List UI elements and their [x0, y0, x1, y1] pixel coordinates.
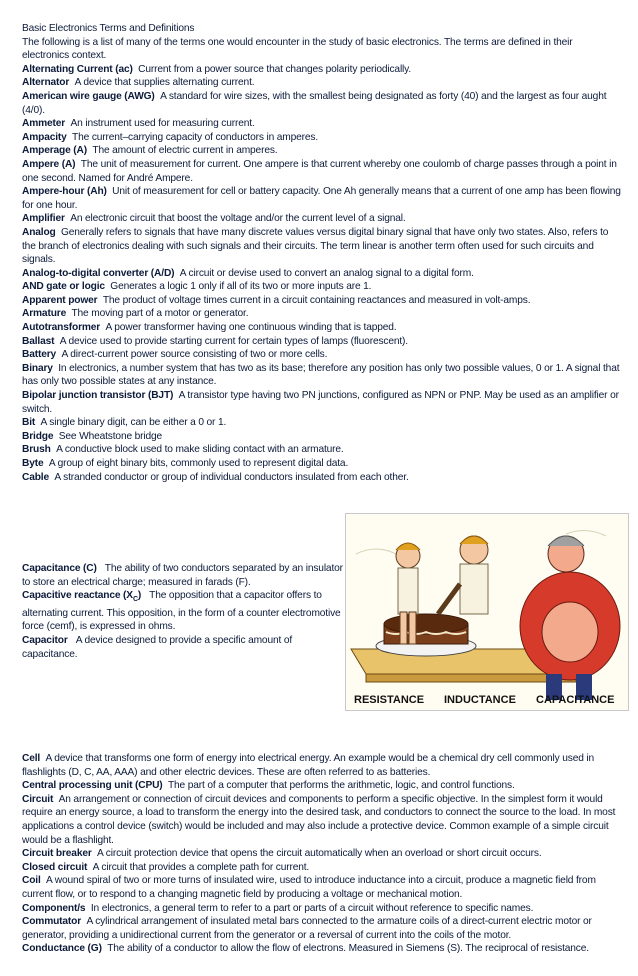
definition-text: A stranded conductor or group of individual conductors insulated from each other. — [54, 471, 409, 483]
definition-text: The ability of two conductors separated by an insulator to store an electrical charge; measured in farads (F). — [22, 563, 343, 588]
definition-term: AND gate or logic — [22, 281, 105, 293]
definition-entry — [22, 335, 622, 349]
definition-entry — [22, 562, 344, 589]
definition-entry — [22, 212, 622, 226]
definition-term: Ampacity — [22, 131, 67, 143]
definition-text: An arrangement or connection of circuit devices and components to perform a specific objective. In the simplest form it would require an energy source, a load to transform the energy into the desired task, and conductors to connect the source to the load. In most applications a control device (switch) would be included and may also include a protective device. Common example of a simple circuit would be a flashlight. — [22, 793, 616, 846]
definition-term: Alternator — [22, 77, 70, 89]
definition-entry — [22, 847, 622, 861]
definition-entry — [22, 915, 622, 942]
definition-text: The ability of a conductor to allow the flow of electrons. Measured in Siemens (S). The reciprocal of resistance. — [107, 943, 589, 955]
definition-entry — [22, 793, 622, 847]
definition-text: Generally refers to signals that have many discrete values versus digital binary signal that have only two states. Also, refers to the branch of electronics dealing with such signals and their circuits. The term linear is another term often used for such circuits and signals. — [22, 226, 609, 266]
definition-entry — [22, 443, 622, 457]
cartoon-illustration — [346, 514, 628, 710]
definition-entry — [22, 634, 344, 661]
definition-text: A circuit protection device that opens the circuit automatically when an overload or short circuit occurs. — [97, 848, 542, 860]
definition-term: Byte — [22, 458, 44, 469]
definition-term: Cable — [22, 471, 49, 483]
definition-text: A circuit that provides a complete path for current. — [92, 861, 310, 873]
cartoon-label-capacitance: CAPACITANCE — [536, 694, 615, 706]
definition-entry — [22, 416, 622, 430]
definition-entry — [22, 389, 622, 416]
definition-term: Conductance (G) — [22, 943, 102, 955]
definition-entry — [22, 942, 622, 956]
definition-term: Cell — [22, 753, 41, 764]
definition-term: Bridge — [22, 430, 54, 442]
definition-entry — [22, 752, 622, 779]
definition-text: The current–carrying capacity of conductors in amperes. — [72, 131, 319, 143]
resistance-inductance-capacitance-cartoon — [345, 513, 629, 711]
definition-entry — [22, 362, 622, 389]
definition-text: A wound spiral of two or more turns of insulated wire, used to introduce inductance into a circuit, produce a magnetic field from current flow, or to respond to a changing magnetic field by producing a voltage or mechanical motion. — [22, 875, 596, 900]
definition-entry — [22, 63, 622, 77]
definition-text: In electronics, a number system that has two as its base; therefore any position has only two possible values, 0 or 1. A signal that has only two possible states at any instance. — [22, 362, 620, 388]
definition-entry — [22, 321, 622, 335]
document-title: Basic Electronics Terms and Definitions — [22, 23, 195, 34]
definition-text: A device used to provide starting current for certain types of lamps (fluorescent). — [59, 335, 408, 347]
definition-text: Current from a power source that changes polarity periodically. — [138, 63, 412, 75]
definition-entry — [22, 457, 622, 471]
definition-term: Circuit — [22, 793, 54, 805]
definition-entry — [22, 902, 622, 916]
definition-text: A cylindrical arrangement of insulated metal bars connected to the armature coils of a direct-current electric motor or generator, providing a unidirectional current from the generator or a reversal of current into the coils of the motor. — [22, 916, 592, 941]
definition-entry — [22, 117, 622, 131]
definition-term: Amplifier — [22, 213, 65, 225]
definition-entry — [22, 90, 622, 117]
definition-term: Ballast — [22, 335, 55, 347]
definition-text: An electronic circuit that boost the voltage and/or the current level of a signal. — [70, 213, 406, 225]
definition-term: Component/s — [22, 902, 86, 914]
definition-entry — [22, 131, 622, 145]
definition-term: Commutator — [22, 916, 82, 928]
definitions-section-1 — [22, 22, 622, 484]
definition-text: A transistor type having two PN junctions, configured as NPN or PNP. May be used as an amplifier or switch. — [22, 390, 619, 415]
definition-term: Battery — [22, 349, 57, 361]
definition-text: See Wheatstone bridge — [58, 430, 163, 442]
definition-entry — [22, 589, 344, 634]
definition-term: Capacitive reactance $(X_C)$ — [22, 590, 142, 604]
definition-term: Amperage (A) — [22, 145, 87, 157]
definition-text: A single binary digit, can be either a 0 or 1. — [40, 417, 227, 429]
definition-entry — [22, 779, 622, 793]
definition-term: Armature — [22, 308, 67, 320]
cartoon-label-resistance: RESISTANCE — [354, 694, 425, 706]
definition-entry — [22, 348, 622, 362]
definition-text: Unit of measurement for cell or battery capacity. One Ah generally means that a current of one amp has been flowing for one hour. — [22, 186, 621, 211]
definition-entry — [22, 144, 622, 158]
cartoon-label-inductance: INDUCTANCE — [444, 694, 516, 706]
definition-term: Apparent power — [22, 294, 98, 306]
definition-term: Ampere-hour (Ah) — [22, 186, 107, 198]
definition-text: An instrument used for measuring current. — [70, 118, 255, 130]
definition-term: Alternating Current (ac) — [22, 63, 133, 75]
definition-text: The amount of electric current in amperes. — [92, 145, 278, 157]
definition-text: A direct-current power source consisting of two or more cells. — [61, 349, 328, 361]
definition-term: American wire gauge (AWG) — [22, 90, 155, 102]
definitions-section-3 — [22, 752, 622, 956]
definition-term: Capacitance (C) — [22, 563, 97, 574]
definition-text: Generates a logic 1 only if all of its two or more inputs are 1. — [110, 281, 372, 293]
definition-term: Brush — [22, 444, 51, 456]
definition-entry — [22, 294, 622, 308]
definition-text: The part of a computer that performs the arithmetic, logic, and control functions. — [167, 780, 515, 792]
definition-entry — [22, 874, 622, 901]
definition-text: A device that supplies alternating current. — [74, 77, 255, 89]
definition-entry — [22, 307, 622, 321]
definition-text: A device designed to provide a specific amount of capacitance. — [22, 635, 293, 660]
definition-entry — [22, 185, 622, 212]
definition-term: Bit — [22, 417, 36, 429]
definition-entry — [22, 861, 622, 875]
definition-entry — [22, 267, 622, 281]
definition-term: Central processing unit (CPU) — [22, 780, 163, 792]
definition-term: Binary — [22, 362, 53, 374]
definition-entry — [22, 76, 622, 90]
definition-text: A standard for wire sizes, with the smallest being designated as forty (40) and the largest as four aught (4/0). — [22, 90, 607, 116]
definitions-section-2 — [22, 562, 344, 661]
definition-entry — [22, 280, 622, 294]
definition-term: Analog — [22, 226, 56, 238]
definition-text: A conductive block used to make sliding contact with an armature. — [56, 444, 344, 456]
definition-entry — [22, 158, 622, 185]
definition-text: The moving part of a motor or generator. — [71, 308, 249, 320]
definition-text: A circuit or devise used to convert an analog signal to a digital form. — [179, 267, 474, 279]
definition-entry — [22, 471, 622, 485]
definition-term: Closed circuit — [22, 861, 88, 873]
definition-text: The unit of measurement for current. One ampere is that current whereby one coulomb of charge passes through a point in one second. Named for André Ampere. — [22, 158, 617, 184]
definition-text: The product of voltage times current in a circuit containing reactances and measured in volt-amps. — [102, 294, 531, 306]
definition-term: Capacitor — [22, 635, 68, 646]
definition-term: Ammeter — [22, 118, 66, 130]
definition-text: A power transformer having one continuous winding that is tapped. — [105, 322, 397, 334]
definition-text: A device that transforms one form of energy into electrical energy. An example would be a chemical dry cell commonly used in flashlights (D, C, AA, AAA) and other electric devices. These are often referred to as batteries. — [22, 753, 595, 778]
definition-text: A group of eight binary bits, commonly used to represent digital data. — [48, 458, 349, 469]
definition-entry — [22, 430, 622, 444]
definition-text: In electronics, a general term to refer to a part or parts of a circuit without reference to specific names. — [90, 902, 534, 914]
intro-paragraph: The following is a list of many of the terms one would encounter in the study of basic electronics. The terms are defined in their electronics context. — [22, 36, 573, 62]
definition-term: Circuit breaker — [22, 848, 92, 860]
definition-text: The opposition that a capacitor offers to alternating current. This opposition, in the form of a counter electromotive force (cemf), is expressed in ohms. — [22, 590, 341, 633]
definition-term: Autotransformer — [22, 322, 101, 334]
definition-term: Ampere (A) — [22, 158, 76, 170]
definition-entry — [22, 226, 622, 267]
definition-term: Coil — [22, 875, 41, 887]
definition-term: Analog-to-digital converter (A/D) — [22, 267, 175, 279]
definition-term: Bipolar junction transistor (BJT) — [22, 390, 174, 402]
